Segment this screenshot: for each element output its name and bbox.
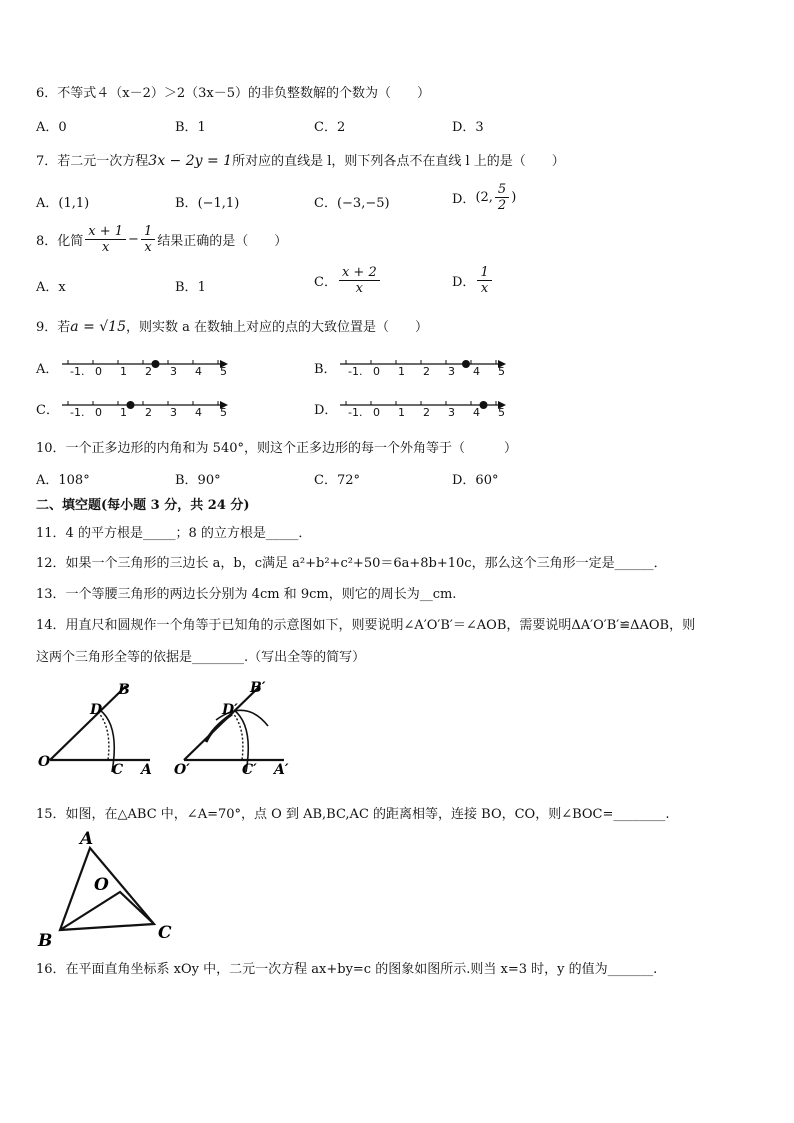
tick-label: 3 [170, 406, 177, 419]
number-line-b [338, 352, 513, 384]
tick-label: -1. [70, 406, 85, 419]
q14-line1: 14．用直尺和圆规作一个角等于已知角的示意图如下，则要说明∠A′O′B′＝∠AOB，需要说明ΔA′O′B′≌ΔAOB，则 [36, 618, 696, 633]
q8-fraction-1: $\frac{x + 1}{x}$ [85, 224, 126, 255]
tick-label: 5 [220, 406, 227, 419]
tick-label: -1. [348, 365, 363, 378]
label-c: C [112, 762, 124, 778]
q6-option-d: D．3 [452, 120, 484, 135]
q8-option-c: C． $\frac{x + 2}{x}$ [314, 265, 382, 296]
q9-option-d-label: D． [314, 403, 338, 418]
tick-label: 2 [145, 365, 152, 378]
tick-label: 2 [423, 365, 430, 378]
q7-option-d: D．(2, $\frac{5}{2}$ ) [452, 182, 517, 213]
q10-stem: 10．一个正多边形的内角和为 540°，则这个正多边形的每一个外角等于（ ） [36, 441, 517, 456]
tick-label: 3 [448, 365, 455, 378]
tick-label: 4 [195, 365, 202, 378]
tick-label: -1. [70, 365, 85, 378]
number-line-c [60, 393, 235, 425]
q9-option-c-label: C． [36, 403, 59, 418]
q6-option-c: C．2 [314, 120, 346, 135]
q10-option-c: C．72° [314, 473, 360, 488]
label-b: B [118, 682, 130, 698]
q7-pre: 7．若二元一次方程 [36, 154, 149, 169]
q6-option-a: A．0 [36, 120, 67, 135]
q13: 13．一个等腰三角形的两边长分别为 4cm 和 9cm，则它的周长为__cm. [36, 587, 457, 602]
label-d-prime: D′ [222, 702, 238, 718]
q8-fraction-2: $\frac{1}{x}$ [141, 224, 155, 255]
q7-c-value: (−3,−5) [336, 196, 390, 211]
tick-label: 2 [423, 406, 430, 419]
q8-c-fraction: $\frac{x + 2}{x}$ [339, 265, 380, 296]
label-b-prime: B′ [250, 680, 266, 696]
point-marker [152, 360, 160, 368]
tick-label: 5 [498, 365, 505, 378]
q10-option-b: B．90° [175, 473, 221, 488]
label-a: A [80, 829, 94, 849]
label-a-prime: A′ [274, 762, 289, 778]
q10-option-d: D．60° [452, 473, 499, 488]
tick-label: 4 [473, 365, 480, 378]
tick-label: 0 [373, 365, 380, 378]
point-marker [127, 401, 135, 409]
q7-d-fraction: $\frac{5}{2}$ [495, 182, 509, 213]
q15-stem: 15．如图，在△ABC 中，∠A=70°，点 O 到 AB,BC,AC 的距离相等，连接 BO，CO，则∠BOC=________. [36, 807, 670, 822]
tick-label: 5 [220, 365, 227, 378]
q7-stem [36, 150, 565, 169]
tick-label: 0 [95, 365, 102, 378]
q9-option-a-label: A． [36, 362, 59, 377]
q9-equation: a = √15 [70, 319, 126, 335]
q14-left-construction [50, 686, 150, 772]
q8-stem: 8．化简 $\frac{x + 1}{x}$ − $\frac{1}{x}$ 结果正确的是（ ） [36, 224, 288, 255]
q7-option-c: C．(−3,−5) [314, 196, 390, 211]
q8-option-b: B．1 [175, 280, 206, 295]
number-line-a [60, 352, 235, 384]
q6-option-b: B．1 [175, 120, 206, 135]
tick-label: 5 [498, 406, 505, 419]
label-a: A [141, 762, 152, 778]
q7-option-a: A．(1,1) [36, 196, 90, 211]
q14-right-construction [184, 686, 284, 772]
q14-figure [36, 676, 306, 784]
q7-post: 所对应的直线是 l，则下列各点不在直线 l 上的是（ ） [232, 154, 565, 169]
q7-equation: 3x − 2y = 1 [148, 153, 233, 169]
tick-label: 1 [120, 365, 127, 378]
q7-b-value: (−1,1) [197, 196, 240, 211]
q9-stem: 9．若a = √15，则实数 a 在数轴上对应的点的大致位置是（ ） [36, 319, 429, 335]
q6-stem: 6．不等式４（x－2）＞2（3x－5）的非负整数解的个数为（ ） [36, 86, 431, 101]
number-line-d [338, 393, 513, 425]
label-o-prime: O′ [174, 762, 190, 778]
q11: 11．4 的平方根是_____；8 的立方根是_____． [36, 526, 312, 541]
tick-label: 1 [120, 406, 127, 419]
label-c: C [158, 923, 172, 943]
q15-figure [36, 826, 186, 950]
q8-d-fraction: $\frac{1}{x}$ [477, 265, 491, 296]
q8-option-a: A．x [36, 280, 66, 295]
point-marker [462, 360, 470, 368]
tick-label: 1 [398, 365, 405, 378]
tick-label: -1. [348, 406, 363, 419]
tick-label: 4 [473, 406, 480, 419]
q7-option-b: B．(−1,1) [175, 196, 240, 211]
q14-line2: 这两个三角形全等的依据是________.（写出全等的简写） [36, 650, 366, 665]
q16: 16．在平面直角坐标系 xOy 中，二元一次方程 ax+by=c 的图象如图所示.则当 x=3 时，y 的值为_______. [36, 962, 658, 977]
q8-option-d: D． $\frac{1}{x}$ [452, 265, 494, 296]
q7-a-value: (1,1) [58, 196, 90, 211]
tick-label: 1 [398, 406, 405, 419]
tick-label: 3 [448, 406, 455, 419]
q12: 12．如果一个三角形的三边长 a，b，c满足 a²+b²+c²+50＝6a+8b+10c，那么这个三角形一定是______． [36, 556, 667, 571]
label-o: O [38, 754, 51, 770]
q7-d-value: (2, [475, 190, 493, 205]
label-b: B [38, 931, 53, 950]
tick-label: 2 [145, 406, 152, 419]
tick-label: 3 [170, 365, 177, 378]
q10-option-a: A．108° [36, 473, 90, 488]
label-d: D [90, 702, 103, 718]
q9-option-b-label: B． [314, 362, 337, 377]
tick-label: 0 [95, 406, 102, 419]
label-c-prime: C′ [242, 762, 257, 778]
point-marker [480, 401, 488, 409]
tick-label: 0 [373, 406, 380, 419]
label-o: O [94, 875, 109, 895]
section-heading: 二、填空题(每小题 3 分，共 24 分) [36, 498, 250, 513]
tick-label: 4 [195, 406, 202, 419]
